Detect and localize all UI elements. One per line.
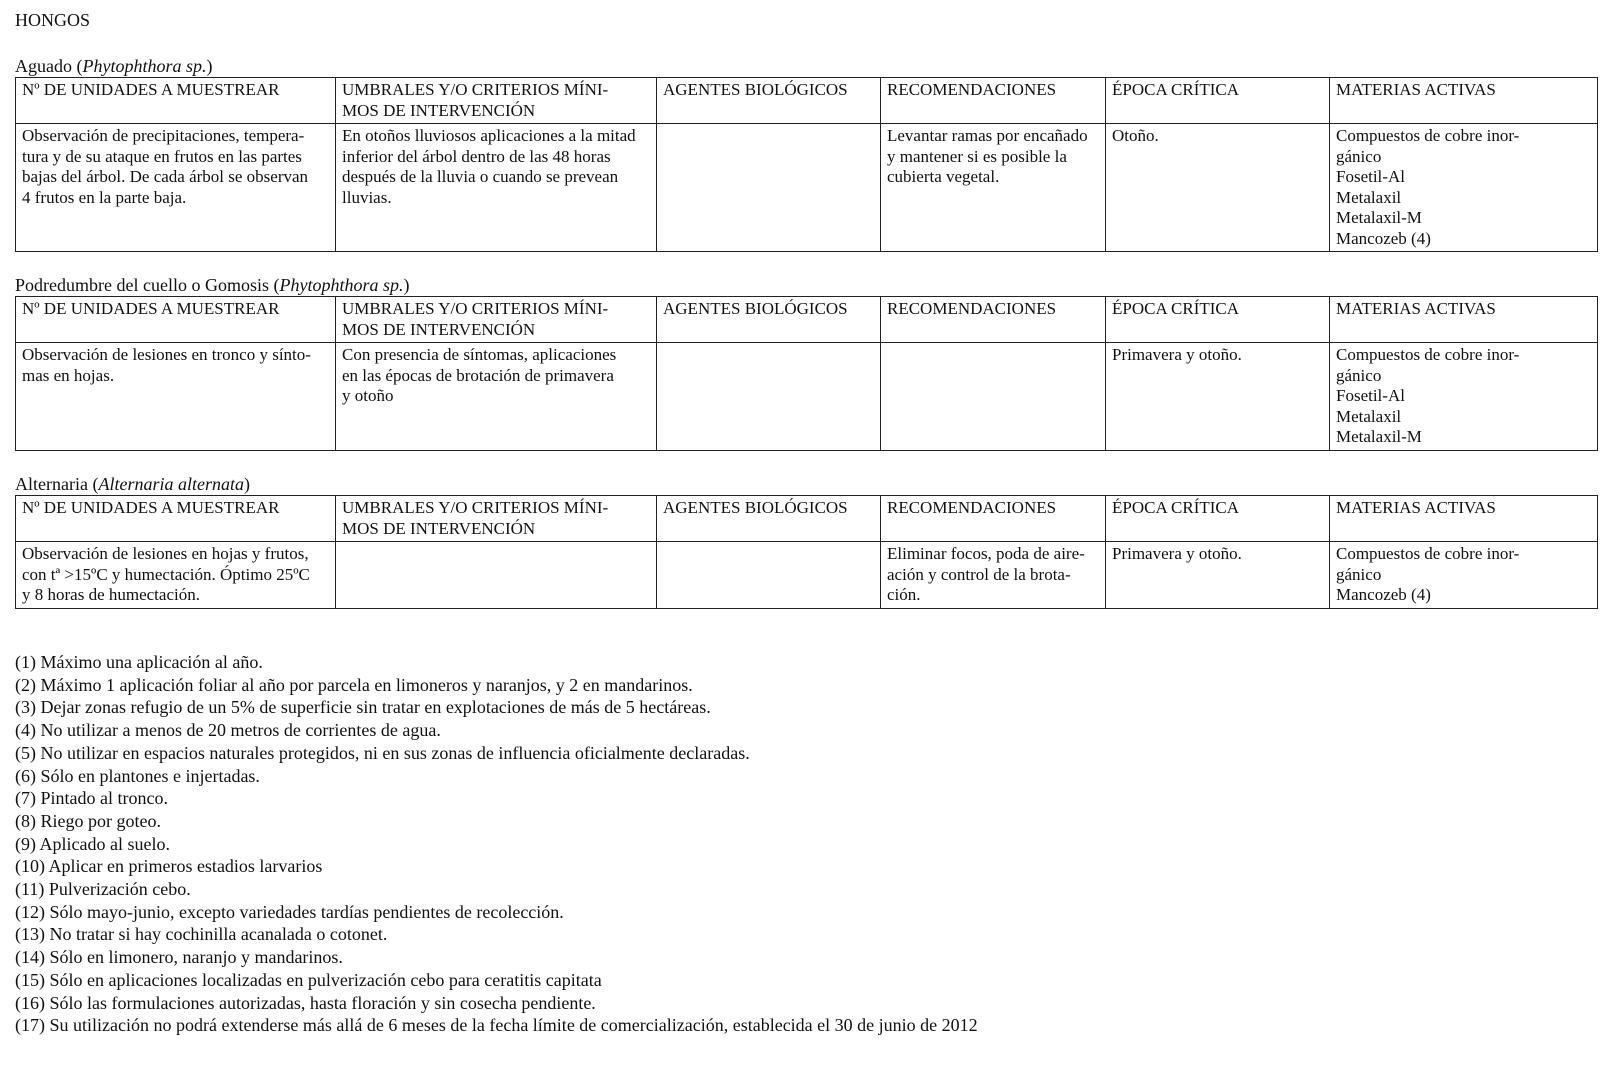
pest-title: Alternaria (Alternaria alternata) [15,474,250,494]
cell-epoca: Primavera y otoño. [1106,343,1330,451]
col-header-materias: MATERIAS ACTIVAS [1330,78,1598,124]
col-header-epoca: ÉPOCA CRÍTICA [1106,496,1330,542]
col-header-epoca: ÉPOCA CRÍTICA [1106,297,1330,343]
footnote: (15) Sólo en aplicaciones localizadas en pulverización cebo para ceratitis capitata [15,969,602,990]
cell-unidades: Observación de lesiones en hojas y frutos, con tª >15ºC y humectación. Óptimo 25ºC y 8 horas de humectación. [16,542,336,609]
cell-materias: Compuestos de cobre inor- gánico Fosetil-Al Metalaxil Metalaxil-M Mancozeb (4) [1330,124,1598,252]
footnote: (8) Riego por goteo. [15,810,161,831]
col-header-agentes: AGENTES BIOLÓGICOS [657,297,881,343]
footnote: (17) Su utilización no podrá extenderse más allá de 6 meses de la fecha límite de comercialización, establecida el 30 de junio de 2012 [15,1015,978,1036]
footnote: (11) Pulverización cebo. [15,879,191,900]
pest-title: Podredumbre del cuello o Gomosis (Phytophthora sp.) [15,275,410,295]
col-header-unidades: Nº DE UNIDADES A MUESTREAR [16,78,336,124]
footnote: (6) Sólo en plantones e injertadas. [15,765,260,786]
pest-table [15,296,1598,451]
cell-epoca: Otoño. [1106,124,1330,252]
col-header-unidades: Nº DE UNIDADES A MUESTREAR [16,297,336,343]
cell-umbrales: En otoños lluviosos aplicaciones a la mitad inferior del árbol dentro de las 48 horas después de la lluvia o cuando se prevean lluvias. [336,124,657,252]
footnote: (1) Máximo una aplicación al año. [15,652,263,672]
cell-unidades: Observación de lesiones en tronco y sínto- mas en hojas. [16,343,336,451]
pest-scientific-name: Alternaria alternata [98,474,244,494]
pest-block-gomosis [15,273,1598,451]
pest-table [15,495,1598,609]
pest-scientific-name: Phytophthora sp. [279,275,404,295]
col-header-umbrales: UMBRALES Y/O CRITERIOS MÍNI- MOS DE INTERVENCIÓN [336,496,657,542]
pest-scientific-name: Phytophthora sp. [82,56,207,76]
cell-recomendaciones [881,343,1106,451]
col-header-materias: MATERIAS ACTIVAS [1330,297,1598,343]
pest-name: Alternaria [15,474,88,494]
col-header-agentes: AGENTES BIOLÓGICOS [657,496,881,542]
pest-name: Aguado [15,56,72,76]
footnotes-list [15,651,978,1037]
col-header-epoca: ÉPOCA CRÍTICA [1106,78,1330,124]
footnote: (12) Sólo mayo-junio, excepto variedades tardías pendientes de recolección. [15,901,564,922]
footnote: (5) No utilizar en espacios naturales protegidos, ni en sus zonas de influencia oficialmente declaradas. [15,742,750,763]
cell-epoca: Primavera y otoño. [1106,542,1330,609]
cell-agentes [657,343,881,451]
cell-unidades: Observación de precipitaciones, tempera- tura y de su ataque en frutos en las partes bajas del árbol. De cada árbol se observan 4 frutos en la parte baja. [16,124,336,252]
col-header-agentes: AGENTES BIOLÓGICOS [657,78,881,124]
pest-block-aguado [15,54,1598,252]
col-header-unidades: Nº DE UNIDADES A MUESTREAR [16,496,336,542]
pest-title: Aguado (Phytophthora sp.) [15,56,213,76]
cell-agentes [657,542,881,609]
col-header-umbrales: UMBRALES Y/O CRITERIOS MÍNI- MOS DE INTERVENCIÓN [336,78,657,124]
cell-umbrales [336,542,657,609]
footnote: (3) Dejar zonas refugio de un 5% de superficie sin tratar en explotaciones de más de 5 hectáreas. [15,697,711,718]
footnote: (14) Sólo en limonero, naranjo y mandarinos. [15,947,343,968]
cell-agentes [657,124,881,252]
col-header-recomendaciones: RECOMENDACIONES [881,78,1106,124]
col-header-materias: MATERIAS ACTIVAS [1330,496,1598,542]
document-page [15,8,1595,604]
footnote: (2) Máximo 1 aplicación foliar al año por parcela en limoneros y naranjos, y 2 en mandarinos. [15,674,693,695]
cell-umbrales: Con presencia de síntomas, aplicaciones en las épocas de brotación de primavera y otoño [336,343,657,451]
cell-recomendaciones: Eliminar focos, poda de aire- ación y control de la brota- ción. [881,542,1106,609]
section-title: HONGOS [15,10,91,30]
cell-recomendaciones: Levantar ramas por encañado y mantener si es posible la cubierta vegetal. [881,124,1106,252]
footnote: (4) No utilizar a menos de 20 metros de corrientes de agua. [15,720,441,741]
col-header-umbrales: UMBRALES Y/O CRITERIOS MÍNI- MOS DE INTERVENCIÓN [336,297,657,343]
col-header-recomendaciones: RECOMENDACIONES [881,297,1106,343]
footnote: (16) Sólo las formulaciones autorizadas, hasta floración y sin cosecha pendiente. [15,992,596,1013]
pest-block-alternaria [15,472,1598,609]
pest-table [15,77,1598,252]
footnote: (13) No tratar si hay cochinilla acanalada o cotonet. [15,924,388,945]
footnote: (10) Aplicar en primeros estadios larvarios [15,856,323,877]
cell-materias: Compuestos de cobre inor- gánico Mancozeb (4) [1330,542,1598,609]
pest-name: Podredumbre del cuello o Gomosis [15,275,269,295]
footnote: (9) Aplicado al suelo. [15,833,170,854]
footnote: (7) Pintado al tronco. [15,788,168,809]
cell-materias: Compuestos de cobre inor- gánico Fosetil-Al Metalaxil Metalaxil-M [1330,343,1598,451]
col-header-recomendaciones: RECOMENDACIONES [881,496,1106,542]
